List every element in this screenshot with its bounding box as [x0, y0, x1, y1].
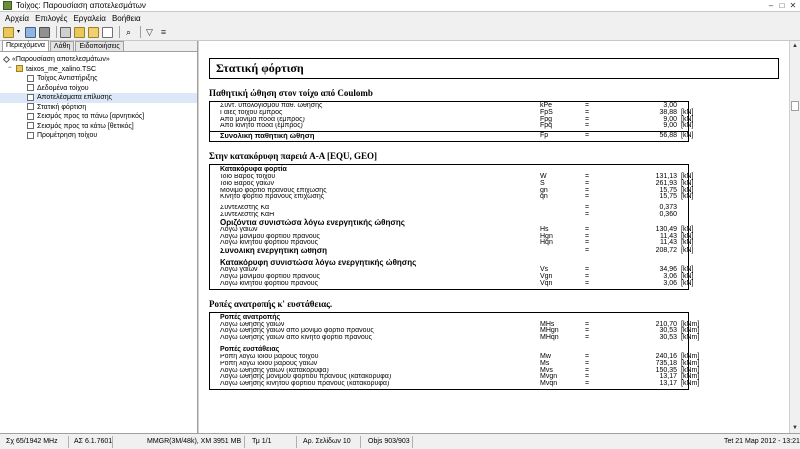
- row-value: 3,06: [663, 279, 677, 287]
- result-row: [210, 246, 694, 255]
- row-equals: =: [585, 186, 590, 194]
- row-label: Ροπή λόγω ίδιου βάρους τοίχου: [220, 353, 319, 360]
- result-row: [210, 359, 700, 368]
- result-row: [210, 205, 688, 212]
- tree-item-seismic-up[interactable]: Σεισμός προς τα πάνω [αρνητικός]: [0, 112, 197, 122]
- navigation-pane: [0, 41, 198, 433]
- row-unit: [kN]: [681, 108, 694, 116]
- result-row: [210, 225, 694, 234]
- row-unit: [kN]: [681, 225, 694, 233]
- row-unit: [kNm]: [681, 334, 700, 342]
- row-equals: =: [585, 352, 590, 360]
- row-symbol: W: [540, 172, 547, 180]
- row-symbol: Vs: [540, 266, 549, 274]
- row-label: Ροπή λόγω ίδιου βάρους γαιών: [220, 360, 318, 367]
- toolbar-separator: [56, 26, 57, 38]
- row-equals: =: [585, 266, 590, 274]
- row-label: Λόγω κινητού φορτίου πρανούς: [220, 280, 319, 287]
- row-unit: [kNm]: [681, 327, 700, 335]
- tab-contents[interactable]: Περιεχόμενα: [2, 40, 49, 51]
- row-equals: =: [585, 279, 590, 287]
- row-unit: [kN]: [681, 279, 694, 287]
- row-value: 11,43: [660, 239, 677, 247]
- row-value: 56,88: [659, 132, 677, 140]
- row-label: Λόγω ώθησης γαιών: [220, 321, 285, 328]
- row-label: Λόγω γαιών: [220, 267, 258, 274]
- status-divider: [360, 436, 361, 448]
- row-unit: [kNm]: [681, 359, 700, 367]
- open-icon[interactable]: [3, 27, 14, 38]
- status-page: Τμ 1/1: [252, 438, 272, 445]
- app-icon: [3, 1, 12, 10]
- vertical-scrollbar[interactable]: [789, 41, 800, 433]
- row-value: 38,88: [659, 108, 677, 116]
- result-row: [210, 366, 700, 375]
- row-value: 735,18: [655, 359, 677, 367]
- total-separator: [210, 131, 688, 132]
- row-value: 0,360: [659, 210, 677, 218]
- find-icon[interactable]: ⌕: [125, 26, 132, 37]
- row-equals: =: [585, 239, 590, 247]
- export-icon[interactable]: [88, 27, 99, 38]
- close-button[interactable]: ✕: [789, 1, 797, 10]
- row-unit: [kNm]: [681, 320, 700, 328]
- row-symbol: Mvs: [540, 366, 553, 374]
- filter-icon[interactable]: ▽: [146, 26, 153, 37]
- page-title: Στατική φόρτιση: [216, 61, 304, 75]
- row-equals: =: [585, 359, 590, 367]
- result-row: [210, 334, 700, 342]
- tree-root[interactable]: «Παρουσίαση αποτελεσμάτων»: [0, 55, 197, 65]
- result-row: [210, 232, 694, 241]
- row-label: Λόγω ώθησης γαιών (κατακόρυφα): [220, 367, 329, 374]
- menu-options[interactable]: Επιλογές: [35, 13, 68, 23]
- row-value: 30,53: [659, 334, 677, 342]
- section-title: Στην κατακόρυφη παρειά A-A [EQU, GEO]: [209, 150, 378, 161]
- subheading: Κατακόρυφα φορτία: [220, 165, 287, 173]
- result-row: [210, 327, 700, 335]
- collapse-icon[interactable]: −: [8, 65, 12, 72]
- row-unit: [kN]: [681, 239, 694, 247]
- diamond-icon: [3, 56, 10, 63]
- row-equals: =: [585, 132, 590, 140]
- row-equals: =: [585, 232, 590, 240]
- row-equals: =: [585, 380, 590, 388]
- subheading: Κατακόρυφη συνιστώσα λόγω ενεργητικής ώθησης: [220, 258, 417, 268]
- status-cpu: Σχ 65/1942 MHz: [6, 438, 58, 445]
- dropdown-icon[interactable]: ▾: [17, 28, 21, 35]
- result-row: [210, 103, 688, 110]
- row-value: 240,16: [655, 352, 677, 360]
- result-row: [210, 320, 700, 329]
- subheading: Οριζόντια συνιστώσα λόγω ενεργητικής ώθησης: [220, 217, 405, 227]
- save-icon[interactable]: [25, 27, 36, 38]
- row-unit: [kN]: [681, 232, 694, 240]
- row-equals: =: [585, 210, 590, 218]
- row-symbol: Hqn: [540, 239, 553, 247]
- row-unit: [kN]: [681, 179, 694, 187]
- result-row: [210, 122, 694, 130]
- menu-bar: [0, 12, 800, 24]
- result-row: [210, 193, 694, 201]
- scroll-down-icon[interactable]: ▼: [792, 425, 798, 431]
- row-label: Συνολική ενεργητική ώθηση: [220, 247, 328, 255]
- row-unit: [kN]: [681, 172, 694, 180]
- row-value: 15,75: [659, 193, 677, 201]
- row-equals: =: [585, 327, 590, 335]
- row-label: Ίδιο Βάρος γαιών: [220, 180, 274, 187]
- row-label: Συντελεστής ΚαΗ: [220, 211, 275, 218]
- row-label: Συνολική παθητική ώθηση: [220, 133, 315, 140]
- row-symbol: Hgn: [540, 232, 553, 240]
- row-value: 9,00: [663, 115, 677, 123]
- row-label: Ίδιο Βάρος τοίχου: [220, 173, 276, 180]
- row-equals: =: [585, 225, 590, 233]
- contents-tree: [0, 52, 197, 141]
- minimize-button[interactable]: –: [768, 1, 774, 10]
- row-symbol: kPe: [540, 102, 553, 109]
- row-equals: =: [585, 193, 590, 201]
- folder-icon[interactable]: [74, 27, 85, 38]
- row-symbol: MHgn: [540, 327, 559, 335]
- row-unit: [kN]: [681, 246, 694, 254]
- section-title: Ροπές ανατροπής κ' ευστάθειας.: [209, 298, 333, 309]
- result-row: [210, 179, 694, 188]
- row-value: 3,06: [663, 272, 677, 280]
- row-label: Λόγω μόνιμου φορτίου πρανούς: [220, 233, 320, 240]
- row-unit: [kN]: [681, 115, 694, 123]
- status-objs: Objs 903/903: [368, 438, 410, 445]
- section-aa-table: [209, 164, 694, 290]
- result-row: [210, 279, 694, 288]
- passive-thrust-table: [209, 101, 694, 142]
- row-equals: =: [585, 272, 590, 280]
- row-equals: =: [585, 204, 590, 212]
- row-value: 13,17: [659, 380, 677, 388]
- list-icon[interactable]: ≡: [160, 26, 167, 37]
- page-icon: [27, 103, 34, 110]
- result-row: [210, 380, 700, 388]
- row-symbol: Hs: [540, 225, 549, 233]
- subheading: Ροπές ανατροπής: [220, 313, 281, 321]
- row-value: 130,49: [655, 225, 677, 233]
- row-equals: =: [585, 366, 590, 374]
- page-icon: [27, 75, 34, 82]
- row-unit: [kN]: [681, 266, 694, 274]
- scroll-up-icon[interactable]: ▲: [792, 43, 798, 49]
- row-equals: =: [585, 122, 590, 130]
- row-equals: =: [585, 334, 590, 342]
- row-symbol: MHs: [540, 320, 555, 328]
- tree-file[interactable]: − taixos_me_xalino.TSC: [8, 65, 97, 73]
- row-label: Λόγω κινητού φορτίου πρανούς: [220, 240, 319, 247]
- nav-tabs: [0, 41, 197, 52]
- row-value: 3,00: [663, 102, 677, 109]
- row-symbol: Vgn: [540, 272, 553, 280]
- row-label: Λόγω ώθησης μόνιμου φορτίου πρανούς (κατακόρυφα): [220, 374, 392, 381]
- row-symbol: Ms: [540, 359, 550, 367]
- row-unit: [kN]: [681, 132, 694, 140]
- row-equals: =: [585, 108, 590, 116]
- row-equals: =: [585, 172, 590, 180]
- row-value: 11,43: [660, 232, 677, 240]
- row-equals: =: [585, 320, 590, 328]
- page-icon: [27, 122, 34, 129]
- result-row: [210, 373, 700, 381]
- row-unit: [kNm]: [681, 373, 700, 381]
- page-icon: [27, 132, 34, 139]
- row-label: Κινητό φορτίο πρανούς επίχωσης: [220, 194, 325, 201]
- row-value: 9,00: [663, 122, 677, 130]
- row-equals: =: [585, 115, 590, 123]
- report-document: [209, 41, 779, 390]
- row-unit: [kNm]: [681, 352, 700, 360]
- row-unit: [kNm]: [681, 366, 700, 374]
- row-symbol: MHqn: [540, 334, 559, 342]
- row-value: 0,373: [659, 204, 677, 212]
- status-divider: [296, 436, 297, 448]
- row-value: 261,93: [655, 179, 677, 187]
- row-value: 150,35: [655, 366, 677, 374]
- row-symbol: Mvgn: [540, 373, 558, 381]
- status-pages: Αρ. Σελίδων 10: [303, 438, 351, 445]
- row-unit: [kN]: [681, 272, 694, 280]
- page-title-box: [209, 58, 779, 79]
- row-label: Από κινητό πόδα (εμπρός): [220, 123, 303, 130]
- result-row: [210, 352, 700, 361]
- row-unit: [kN]: [681, 186, 694, 194]
- result-row: [210, 266, 694, 274]
- row-symbol: Mvqn: [540, 380, 558, 388]
- row-unit: [kN]: [681, 122, 694, 130]
- result-row: [210, 172, 694, 181]
- window-title: Τοίχος: Παρουσίαση αποτελεσμάτων: [16, 1, 146, 10]
- result-row: [210, 132, 694, 140]
- page-icon: [27, 94, 34, 101]
- result-row: [210, 272, 694, 281]
- report-view[interactable]: [199, 41, 789, 433]
- row-equals: =: [585, 373, 590, 381]
- row-value: 13,17: [659, 373, 677, 381]
- row-label: Από μόνιμα πόδα (εμπρός): [220, 116, 305, 123]
- tree-item-data[interactable]: Δεδομένα τοίχου: [0, 84, 197, 94]
- maximize-button[interactable]: □: [779, 1, 785, 10]
- page-icon: [27, 113, 34, 120]
- row-symbol: Fpg: [540, 115, 553, 123]
- row-value: 131,13: [655, 172, 677, 180]
- row-symbol: qn: [540, 193, 548, 201]
- tree-item-wall[interactable]: Τοίχος Αντιστήριξης: [0, 74, 197, 84]
- menu-tools[interactable]: Εργαλεία: [73, 13, 106, 23]
- row-symbol: gn: [540, 186, 548, 194]
- print-icon[interactable]: [60, 27, 71, 38]
- scroll-thumb[interactable]: [791, 101, 799, 111]
- row-value: 15,75: [659, 186, 677, 194]
- close-doc-icon[interactable]: [39, 27, 50, 38]
- tree-item-static[interactable]: Στατική φόρτιση: [0, 103, 197, 113]
- result-row: [210, 108, 694, 117]
- status-divider: [68, 436, 69, 448]
- section-title: Παθητική ώθηση στον τοίχο από Coulomb: [209, 88, 373, 98]
- page-icon: [27, 84, 34, 91]
- row-label: Συντελεστής Κα: [220, 205, 270, 212]
- result-row: [210, 115, 694, 124]
- subheading: Ροπές ευστάθειας: [220, 345, 280, 353]
- tree-item-seismic-down[interactable]: Σεισμός προς τα κάτω [θετικός]: [0, 122, 197, 132]
- row-equals: =: [585, 179, 590, 187]
- status-datetime: Tet 21 Map 2012 - 13:21: [724, 438, 800, 445]
- row-label: Λόγω ώθησης κινητού φορτίου πρανούς (κατακόρυφα): [220, 381, 390, 388]
- status-version: ΑΣ 6.1.7601: [74, 438, 113, 445]
- row-label: Λόγω ώθησης γαιών από μόνιμο φορτίο πρανούς: [220, 328, 374, 335]
- tab-notifications[interactable]: Ειδοποιήσεις: [75, 41, 123, 51]
- row-label: Μόνιμο φορτίο πρανούς επίχωσης: [220, 187, 327, 194]
- row-unit: [kN]: [681, 193, 694, 201]
- row-value: 34,96: [659, 266, 677, 274]
- status-divider: [244, 436, 245, 448]
- row-symbol: Mw: [540, 352, 551, 360]
- result-row: [210, 239, 694, 247]
- status-bar: [0, 433, 800, 449]
- tree-item-quantities[interactable]: Προμέτρηση τοίχου: [0, 131, 197, 141]
- row-value: 30,53: [659, 327, 677, 335]
- toolbar-separator: [140, 26, 141, 38]
- folder-icon: [16, 65, 23, 72]
- row-symbol: Vqn: [540, 279, 553, 287]
- toolbar: [0, 24, 800, 41]
- toolbar-separator: [119, 26, 120, 38]
- status-divider: [112, 436, 113, 448]
- row-symbol: FpS: [540, 108, 553, 116]
- row-value: 208,72: [655, 246, 677, 254]
- result-row: [210, 186, 694, 195]
- status-divider: [412, 436, 413, 448]
- menu-help[interactable]: Βοήθεια: [111, 13, 141, 23]
- moments-table: [209, 312, 700, 390]
- tab-errors[interactable]: Λάθη: [50, 41, 75, 51]
- status-memory: MMGR(3M/48k), XM 3951 MB: [147, 438, 242, 445]
- page-icon[interactable]: [102, 27, 113, 38]
- row-label: Λόγω μόνιμου φορτίου πρανούς: [220, 273, 320, 280]
- row-label: Γαίες τοίχου εμπρός: [220, 109, 283, 116]
- row-unit: [kNm]: [681, 380, 700, 388]
- row-symbol: Fpq: [540, 122, 553, 130]
- row-label: Λόγω ώθησης γαιών από κινητό φορτίο πρανούς: [220, 335, 372, 342]
- row-equals: =: [585, 102, 590, 109]
- tree-item-results[interactable]: Αποτελέσματα επίλυσης: [0, 93, 197, 103]
- menu-files[interactable]: Αρχεία: [5, 13, 30, 23]
- row-label: Συντ. υπολογισμού παθ. ώθησης: [220, 103, 323, 109]
- title-bar: [0, 0, 800, 12]
- row-symbol: Fp: [540, 132, 549, 140]
- row-value: 210,70: [655, 320, 677, 328]
- row-symbol: S: [540, 179, 545, 187]
- row-equals: =: [585, 246, 590, 254]
- row-label: Λόγω γαιών: [220, 226, 258, 233]
